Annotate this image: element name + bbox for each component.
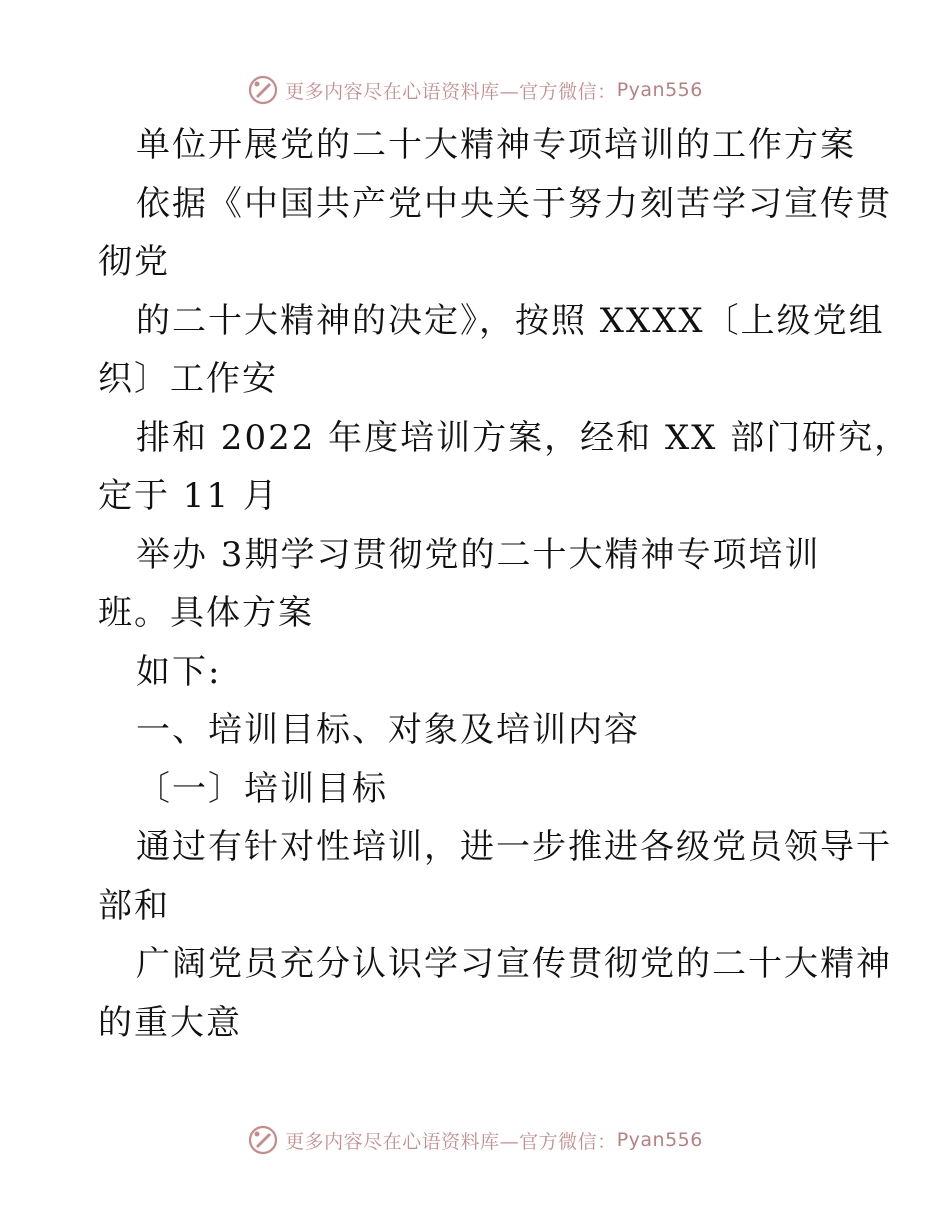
document-line: 〔一〕培训目标 [136, 768, 388, 809]
document-line: 班。具体方案 [98, 593, 314, 633]
watermark-text: 更多内容尽在心语资料库— [285, 80, 520, 103]
document-line: 彻党 [98, 242, 170, 282]
brand-logo-icon [247, 1124, 279, 1156]
document-line: 广阔党员充分认识学习宣传贯彻党的二十大精神 [136, 944, 892, 984]
document-line: 排和 2022 年度培训方案，经和 XX 部门研究， [136, 417, 911, 458]
brand-logo-icon [247, 74, 279, 106]
document-line: 的二十大精神的决定》，按照 XXXX〔上级党组 [136, 300, 885, 341]
footer-watermark [0, 1120, 950, 1160]
watermark-text: 更多内容尽在心语资料库— [285, 1130, 520, 1153]
document-line: 依据《中国共产党中央关于努力刻苦学习宣传贯 [136, 183, 892, 224]
watermark-wechat-id: Pyan556 [616, 79, 703, 101]
watermark-wechat-id: Pyan556 [616, 1129, 703, 1151]
document-line: 定于 11 月 [98, 476, 279, 516]
document-body [98, 116, 911, 1052]
document-line: 举办 3期学习贯彻党的二十大精神专项培训 [136, 534, 821, 575]
document-line: 部和 [98, 885, 170, 926]
watermark-wechat-label: 官方微信： [519, 80, 617, 103]
watermark-wechat-label: 官方微信： [519, 1130, 617, 1153]
document-line: 织〕工作安 [98, 359, 278, 399]
document-line: 一、培训目标、对象及培训内容 [136, 710, 640, 750]
document-line: 的重大意 [98, 1002, 242, 1043]
document-line: 如下: [136, 651, 222, 692]
document-line: 通过有针对性培训，进一步推进各级党员领导干 [136, 827, 892, 867]
document-line: 单位开展党的二十大精神专项培训的工作方案 [136, 125, 856, 165]
header-watermark [0, 70, 950, 110]
